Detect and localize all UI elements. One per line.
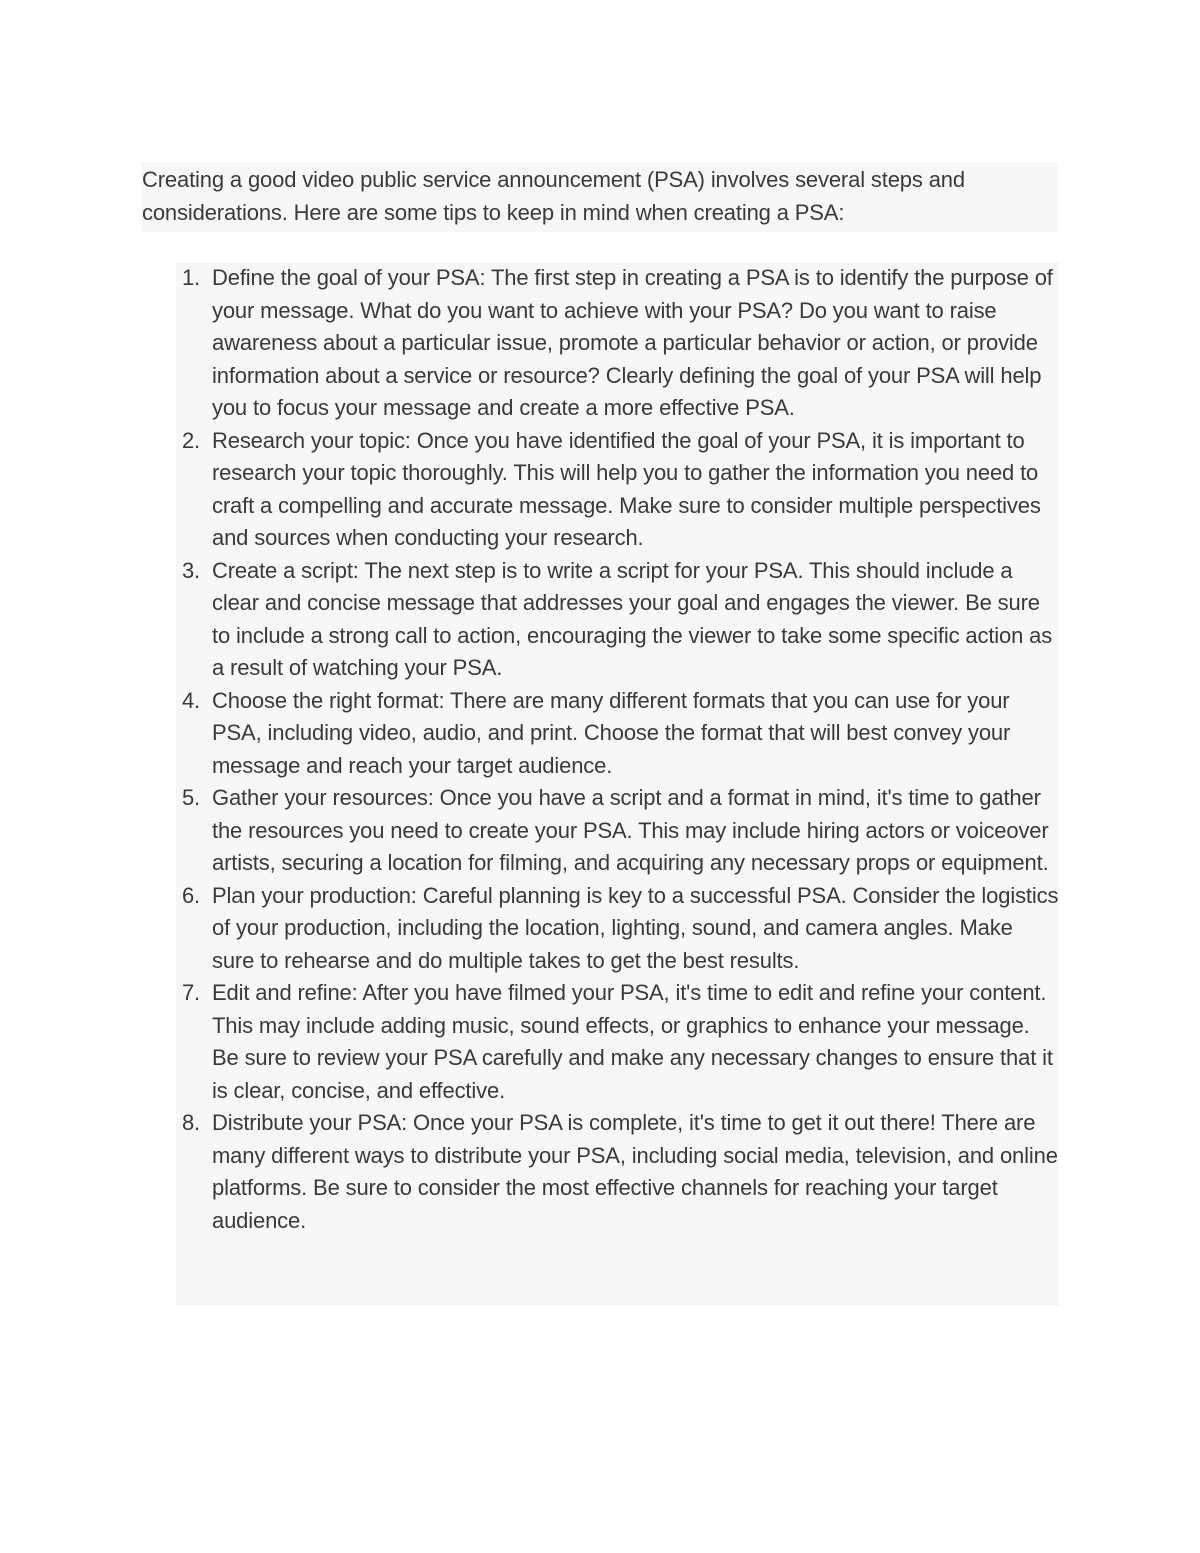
tip-text: Choose the right format: There are many different formats that you can use for your PSA, including video, audio, and print. Choose the format that will best convey your message and reach your target audience. xyxy=(212,687,1011,778)
tip-text: Create a script: The next step is to write a script for your PSA. This should include a clear and concise message that addresses your goal and engages the viewer. Be sure to include a strong call to action, encouraging the viewer to take some specific action as a result of watching your PSA. xyxy=(212,557,1053,680)
tip-text: Edit and refine: After you have filmed your PSA, it's time to edit and refine your content. This may include adding music, sound effects, or graphics to enhance your message. Be sure to review your PSA carefully and make any necessary changes to ensure that it is clear, concise, and effective. xyxy=(212,980,1053,1103)
tip-item xyxy=(176,1107,1059,1237)
tip-text: Plan your production: Careful planning is key to a successful PSA. Consider the logistics of your production, including the location, lighting, sound, and camera angles. Make sure to rehearse and do multiple takes to get the best results. xyxy=(212,882,1059,973)
tip-number: 4. xyxy=(181,687,200,713)
tip-item xyxy=(176,782,1059,880)
tip-text: Distribute your PSA: Once your PSA is complete, it's time to get it out there! There are many different ways to distribute your PSA, including social media, television, and online platforms. Be sure to consider the most effective channels for reaching your target audience. xyxy=(212,1110,1058,1233)
tip-number: 2. xyxy=(181,427,200,453)
tip-text: Research your topic: Once you have identified the goal of your PSA, it is important to research your topic thoroughly. This will help you to gather the information you need to craft a compelling and accurate message. Make sure to consider multiple perspectives and sources when conducting your research. xyxy=(212,427,1041,550)
intro-paragraph: Creating a good video public service announcement (PSA) involves several steps and considerations. Here are some tips to keep in mind when creating a PSA: xyxy=(141,162,1058,232)
tip-item xyxy=(176,262,1059,425)
tip-item xyxy=(176,425,1059,555)
tip-number: 1. xyxy=(181,265,200,290)
tip-number: 3. xyxy=(181,557,200,583)
tip-number: 5. xyxy=(181,785,200,810)
tip-number: 8. xyxy=(181,1110,200,1135)
tip-item xyxy=(176,977,1059,1107)
tip-item xyxy=(176,685,1059,783)
tips-list xyxy=(176,262,1059,1306)
tip-number: 6. xyxy=(181,882,200,908)
tip-item xyxy=(176,555,1059,685)
tip-item xyxy=(176,880,1059,978)
tip-text: Define the goal of your PSA: The first step in creating a PSA is to identify the purpose of your message. What do you want to achieve with your PSA? Do you want to raise awareness about a particular issue, promote a particular behavior or action, or provide information about a service or resource? Clearly defining the goal of your PSA will help you to focus your message and create a more effective PSA. xyxy=(212,265,1053,420)
tip-number: 7. xyxy=(181,980,200,1005)
tip-text: Gather your resources: Once you have a script and a format in mind, it's time to gather the resources you need to create your PSA. This may include hiring actors or voiceover artists, securing a location for filming, and acquiring any necessary props or equipment. xyxy=(212,785,1049,875)
